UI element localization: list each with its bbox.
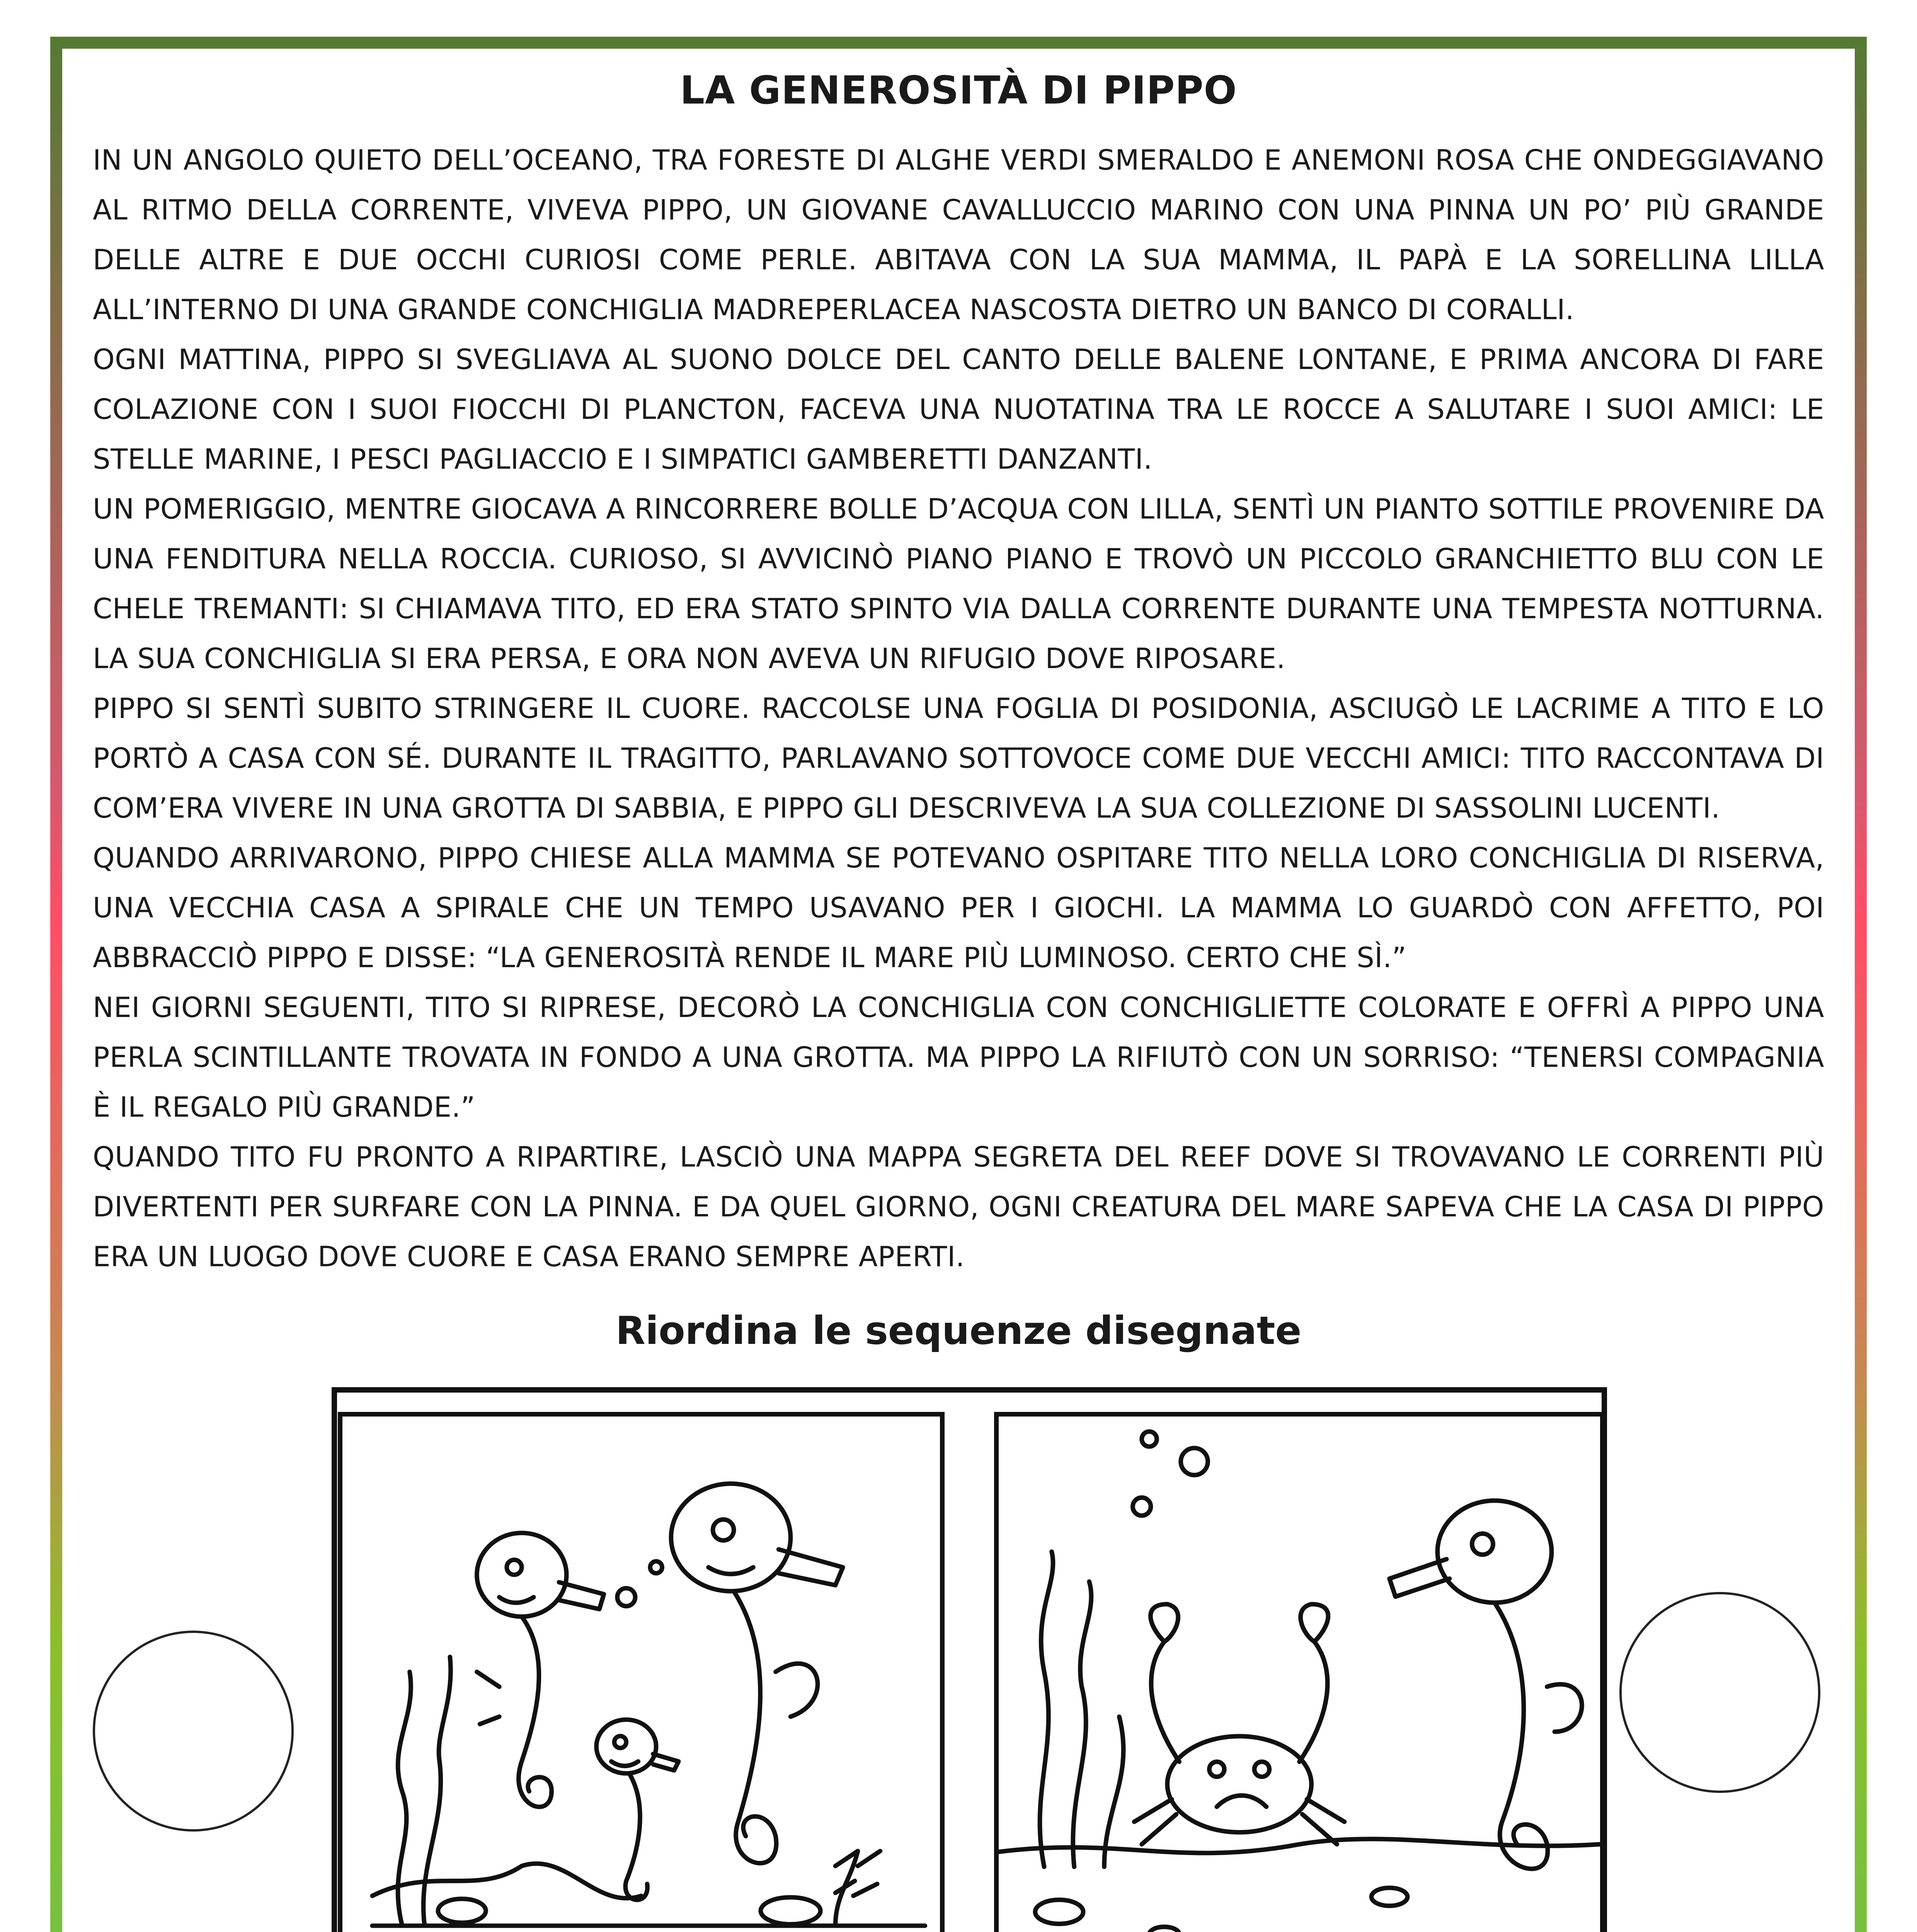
order-number-circle[interactable]: [1619, 1592, 1820, 1793]
story-paragraph: QUANDO TITO FU PRONTO A RIPARTIRE, LASCIÒ UNA MAPPA SEGRETA DEL REEF DOVE SI TROVAVANO LE CORRENTI PIÙ DIVERTENTI PER SURFARE CON LA PINNA. E DA QUEL GIORNO, OGNI CREATURA DEL MARE SAPEVA CHE LA CASA DI PIPPO ERA UN LUOGO DOVE CUORE E CASA ERANO SEMPRE APERTI.: [93, 1141, 1824, 1273]
order-number-circle[interactable]: [93, 1631, 294, 1832]
story-text: [93, 135, 1824, 1282]
story-paragraph: QUANDO ARRIVARONO, PIPPO CHIESE ALLA MAMMA SE POTEVANO OSPITARE TITO NELLA LORO CONCHIGLIA DI RISERVA, UNA VECCHIA CASA A SPIRALE CHE UN TEMPO USAVANO PER I GIOCHI. LA MAMMA LO GUARDÒ CON AFFETTO, POI ABBRACCIÒ PIPPO E DISSE: “LA GENEROSITÀ RENDE IL MARE PIÙ LUMINOSO. CERTO CHE SÌ.”: [93, 842, 1824, 974]
page-title: LA GENEROSITÀ DI PIPPO: [680, 68, 1237, 113]
story-paragraph: IN UN ANGOLO QUIETO DELL’OCEANO, TRA FORESTE DI ALGHE VERDI SMERALDO E ANEMONI ROSA CHE ONDEGGIAVANO AL RITMO DELLA CORRENTE, VIVEVA PIPPO, UN GIOVANE CAVALLUCCIO MARINO CON UNA PINNA UN PO’ PIÙ GRANDE DELLE ALTRE E DUE OCCHI CURIOSI COME PERLE. ABITAVA CON LA SUA MAMMA, IL PAPÀ E LA SORELLINA LILLA ALL’INTERNO DI UNA GRANDE CONCHIGLIA MADREPERLACEA NASCOSTA DIETRO UN BANCO DI CORALLI.: [93, 144, 1824, 326]
story-paragraph: NEI GIORNI SEGUENTI, TITO SI RIPRESE, DECORÒ LA CONCHIGLIA CON CONCHIGLIETTE COLORATE E OFFRÌ A PIPPO UNA PERLA SCINTILLANTE TROVATA IN FONDO A UNA GROTTA. MA PIPPO LA RIFIUTÒ CON UN SORRISO: “TENERSI COMPAGNIA È IL REGALO PIÙ GRANDE.”: [93, 991, 1824, 1123]
sequence-grid: [332, 1387, 1607, 1932]
panel-crying-crab: [994, 1412, 1605, 1932]
panel-seahorse-family: [338, 1412, 945, 1932]
exercise-title: Riordina le sequenze disegnate: [615, 1308, 1302, 1353]
story-paragraph: UN POMERIGGIO, MENTRE GIOCAVA A RINCORRERE BOLLE D’ACQUA CON LILLA, SENTÌ UN PIANTO SOTTILE PROVENIRE DA UNA FENDITURA NELLA ROCCIA. CURIOSO, SI AVVICINÒ PIANO PIANO E TROVÒ UN PICCOLO GRANCHIETTO BLU CON LE CHELE TREMANTI: SI CHIAMAVA TITO, ED ERA STATO SPINTO VIA DALLA CORRENTE DURANTE UNA TEMPESTA NOTTURNA. LA SUA CONCHIGLIA SI ERA PERSA, E ORA NON AVEVA UN RIFUGIO DOVE RIPOSARE.: [93, 493, 1824, 675]
story-paragraph: OGNI MATTINA, PIPPO SI SVEGLIAVA AL SUONO DOLCE DEL CANTO DELLE BALENE LONTANE, E PRIMA ANCORA DI FARE COLAZIONE CON I SUOI FIOCCHI DI PLANCTON, FACEVA UNA NUOTATINA TRA LE ROCCE A SALUTARE I SUOI AMICI: LE STELLE MARINE, I PESCI PAGLIACCIO E I SIMPATICI GAMBERETTI DANZANTI.: [93, 343, 1824, 475]
story-paragraph: PIPPO SI SENTÌ SUBITO STRINGERE IL CUORE. RACCOLSE UNA FOGLIA DI POSIDONIA, ASCIUGÒ LE LACRIME A TITO E LO PORTÒ A CASA CON SÉ. DURANTE IL TRAGITTO, PARLAVANO SOTTOVOCE COME DUE VECCHI AMICI: TITO RACCONTAVA DI COM’ERA VIVERE IN UNA GROTTA DI SABBIA, E PIPPO GLI DESCRIVEVA LA SUA COLLEZIONE DI SASSOLINI LUCENTI.: [93, 692, 1824, 824]
